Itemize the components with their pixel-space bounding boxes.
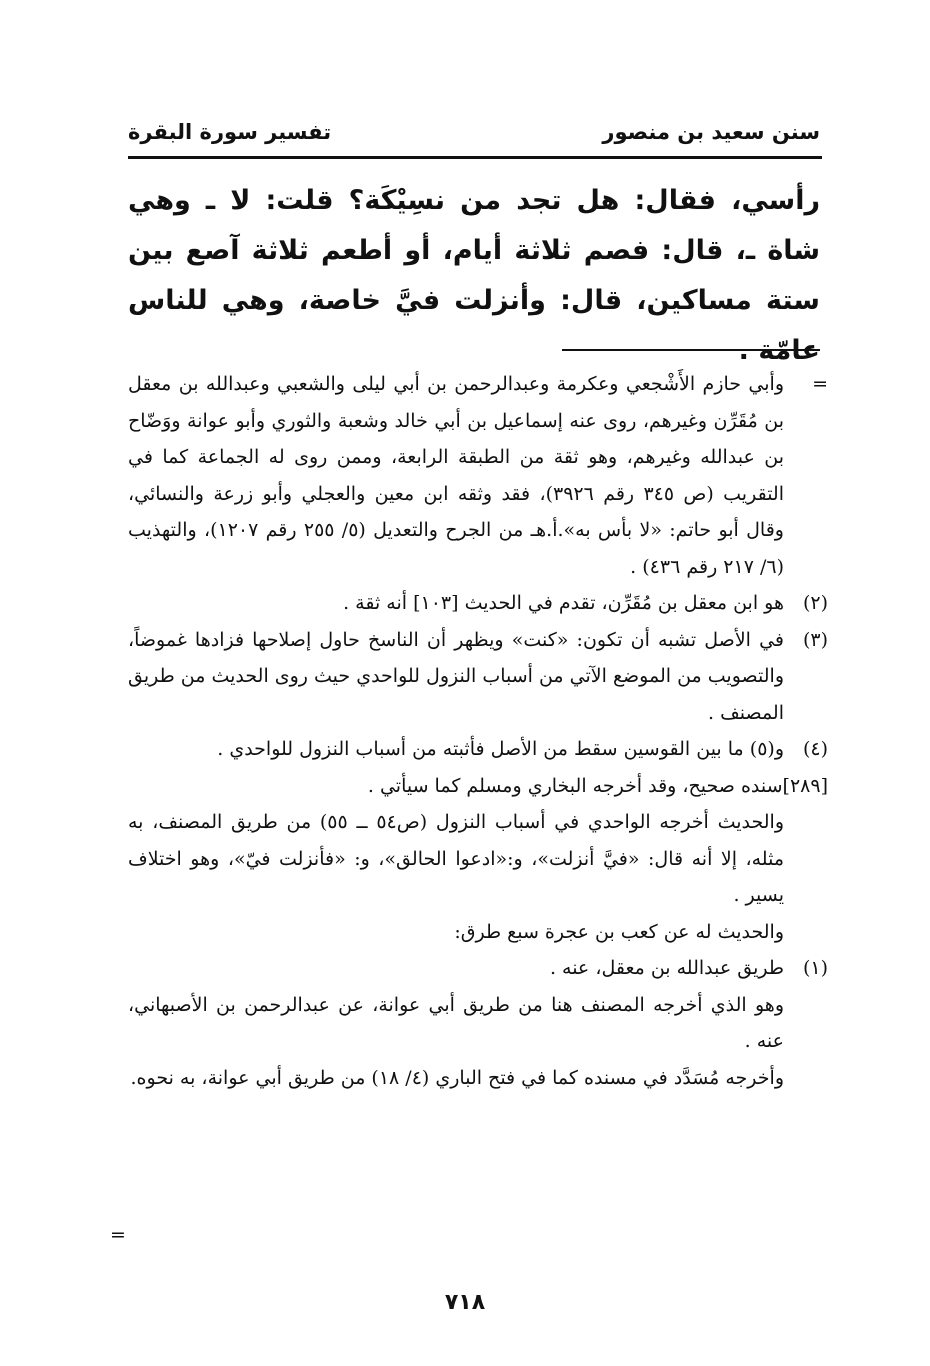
footnote-2 [128, 585, 828, 622]
footnote-text: هو ابن معقل بن مُقَرِّن، تقدم في الحديث [١٠٣] أنه ثقة . [343, 592, 784, 614]
main-paragraph: رأسي، فقال: هل تجد من نسِيْكَة؟ قلت: لا ـ وهي شاة ـ، قال: فصم ثلاثة أيام، أو أطعم ثلاثة آصع بين ستة مساكين، قال: وأنزلت فيَّ خاصة، وهي للناس عامّة . [128, 185, 820, 366]
route-item-1 [128, 950, 828, 987]
footnote-marker: (٣) [802, 628, 828, 651]
footnotes [128, 366, 828, 1096]
item-text: طريق عبدالله بن معقل، عنه . [549, 957, 784, 979]
footnote-separator [562, 349, 820, 351]
item-marker: (١) [802, 957, 828, 979]
commentary-paragraph: والحديث له عن كعب بن عجرة سبع طرق: [454, 920, 784, 943]
running-header [128, 112, 820, 152]
commentary-paragraph: وهو الذي أخرجه المصنف هنا من طريق أبي عوانة، عن عبدالرحمن بن الأصبهاني، عنه . [128, 993, 784, 1052]
footnote-3 [128, 622, 828, 732]
book-title: سنن سعيد بن منصور [602, 120, 820, 144]
footnote-text: في الأصل تشبه أن تكون: «كنت» ويظهر أن الناسخ حاول إصلاحها فزادها غموضاً، والتصويب من الموضع الآتي من أسباب النزول للواحدي حيث روى الحديث من طريق المصنف . [128, 628, 784, 724]
footnote-4-5 [128, 731, 828, 768]
continuation-marker: = [812, 373, 828, 395]
footnote-marker: (٢) [802, 592, 828, 614]
main-text [128, 176, 820, 376]
footnote-continuation [128, 366, 828, 585]
footnote-text: و(٥) ما بين القوسين سقط من الأصل فأثبته من أسباب النزول للواحدي . [217, 738, 784, 760]
page-number: ٧١٨ [444, 1290, 486, 1315]
footnote-text: وأبي حازم الأَشْجعي وعكرمة وعبدالرحمن بن أبي ليلى والشعبي وعبدالله بن معقل بن مُقَرِّن وغيرهم، روى عنه إسماعيل بن أبي خالد وشعبة والثوري وأبو عوانة ووَضّاح بن عبدالله وغيرهم، وهو ثقة من الطبقة الرابعة، وممن روى له الجماعة كما في التقريب (ص ٣٤٥ رقم ٣٩٢٦)، فقد وثقه ابن معين والعجلي وأبو زرعة والنسائي، وقال أبو حاتم: «لا بأس به».أ.هـ من الجرح والتعديل (٥/ ٢٥٥ رقم ١٢٠٧)، والتهذيب (٦/ ٢١٧ رقم ٤٣٦) . [128, 373, 784, 578]
commentary-paragraph: وأخرجه مُسَدَّد في مسنده كما في فتح الباري (٤/ ١٨) من طريق أبي عوانة، به نحوه. [130, 1066, 784, 1089]
section-title: تفسير سورة البقرة [128, 120, 332, 144]
footnote-marker: (٤) [802, 738, 828, 760]
continuation-marker-bottom: = [110, 1224, 126, 1246]
header-rule [128, 156, 822, 159]
hadith-note: [٢٨٩]سنده صحيح، وقد أخرجه البخاري ومسلم كما سيأتي . [367, 774, 828, 797]
commentary-paragraph: والحديث أخرجه الواحدي في أسباب النزول (ص٥٤ ــ ٥٥) من طريق المصنف، به مثله، إلا أنه قال: «فيَّ أنزلت»، و:«ادعوا الحالق»، و: «فأنزلت فيّ»، وهو اختلاف يسير . [128, 811, 784, 906]
